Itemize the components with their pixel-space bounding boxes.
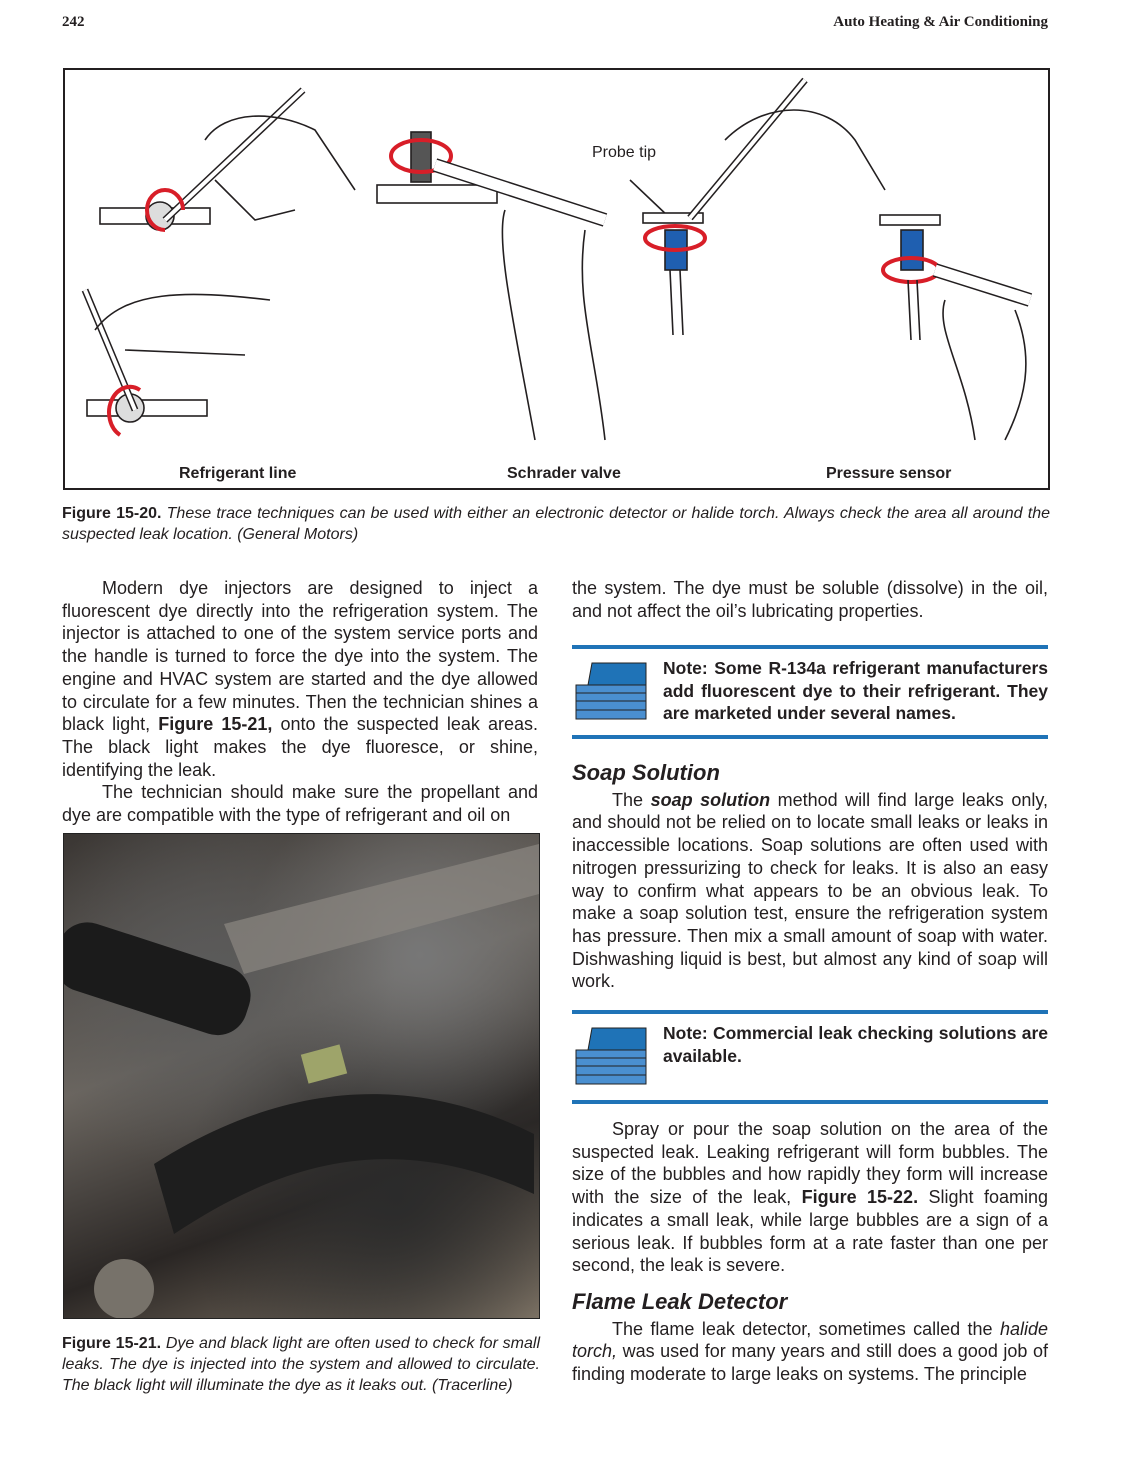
section-heading: Flame Leak Detector [572,1288,788,1314]
figure-15-21-caption [62,1333,540,1396]
figure-reference: Figure 15-22. [801,1187,919,1208]
text: The [612,789,644,810]
label-refrigerant-line: Refrigerant line [179,465,297,482]
key-term: soap solution [650,789,771,810]
running-header: Auto Heating & Air Conditioning [833,14,1048,30]
caption-label: Figure 15-20. [62,505,162,522]
figure-15-21-photo-dye-injector-engine [63,833,540,1319]
caption-text: Dye and black light are often used to check for small leaks. The dye is injected into the system and allowed to circulate. The black light will illuminate the dye as it leaks out. (Tracerline) [62,1335,541,1394]
refrigerant-line-drawing [85,90,355,435]
key-term: halide torch, [572,1318,1048,1362]
caption-text: These trace techniques can be used with either an electronic detector or halide torch. Always check the area all around the suspected leak location. (General Motors) [62,505,1050,543]
note-text: Note: Some R-134a refrigerant manufacturers add fluorescent dye to their refrigerant. They are marketed under several names. [663,658,1048,723]
note-box-commercial [572,1010,1048,1104]
left-column [62,577,538,827]
note-text: Note: Commercial leak checking solutions are available. [663,1023,1048,1066]
label-schrader-valve: Schrader valve [507,465,621,482]
paragraph [572,1118,1048,1277]
note-box-dye [572,645,1048,739]
figure-reference: Figure 15-21, [158,714,273,735]
leak-trace-illustration [65,70,1048,488]
label-probe-tip: Probe tip [592,144,657,161]
engine-photo-shapes [64,834,539,1318]
soap-section [572,762,1048,993]
text: method will find large leaks only, and should not be relied on to locate small leaks or leaks in inaccessible locations. Soap solutions are often used with nitrogen pressurizing to check for leaks. It is also an easy way to confirm what appears to be an obvious leak. To make a soap solution test, ensure the refrigeration system has pressure. Then mix a small amount of soap with water. Dishwashing liquid is best, but almost any kind of soap will work. [572,789,1049,992]
schrader-valve-drawing [377,132,605,440]
text: Slight foaming indicates a small leak, while large bubbles are a sign of a serious leak. If bubbles form at a rate faster than one per second, the leak is severe. [572,1187,1048,1276]
toolbox-icon [574,1026,648,1086]
pressure-sensor-drawing [630,80,1030,440]
text: Spray or pour the soap solution on the area of the suspected leak. Leaking refrigerant will form bubbles. The size of the bubbles and how rapidly they form will increase with the size of the leak, [572,1119,1048,1208]
figure-15-20 [63,68,1050,490]
text: onto the suspected leak areas. The black light makes the dye fluoresce, or shine, identifying the leak. [62,714,538,780]
page-number: 242 [62,14,85,30]
spray-section [572,1118,1048,1386]
paragraph [572,1318,1048,1386]
text: was used for many years and still does a good job of finding moderate to large leaks on systems. The principle [572,1341,1048,1385]
label-pressure-sensor: Pressure sensor [826,465,952,482]
paragraph: the system. The dye must be soluble (dissolve) in the oil, and not affect the oil’s lubricating properties. [572,578,1048,621]
right-column-top [572,577,1048,622]
paragraph [572,789,1048,993]
paragraph [62,577,538,781]
text: The flame leak detector, sometimes called the [612,1318,993,1339]
figure-15-20-caption [62,503,1050,545]
paragraph: The technician should make sure the propellant and dye are compatible with the type of refrigerant and oil on [62,782,538,826]
caption-label: Figure 15-21. [62,1335,162,1352]
toolbox-icon [574,661,648,721]
text: Modern dye injectors are designed to inject a fluorescent dye directly into the refrigeration system. The injector is attached to one of the system service ports and the handle is turned to force the dye into the system. The engine and HVAC system are started and the dye allowed to circulate for a few minutes. Then the technician shines a black light, [62,578,538,735]
section-heading: Soap Solution [572,760,720,785]
